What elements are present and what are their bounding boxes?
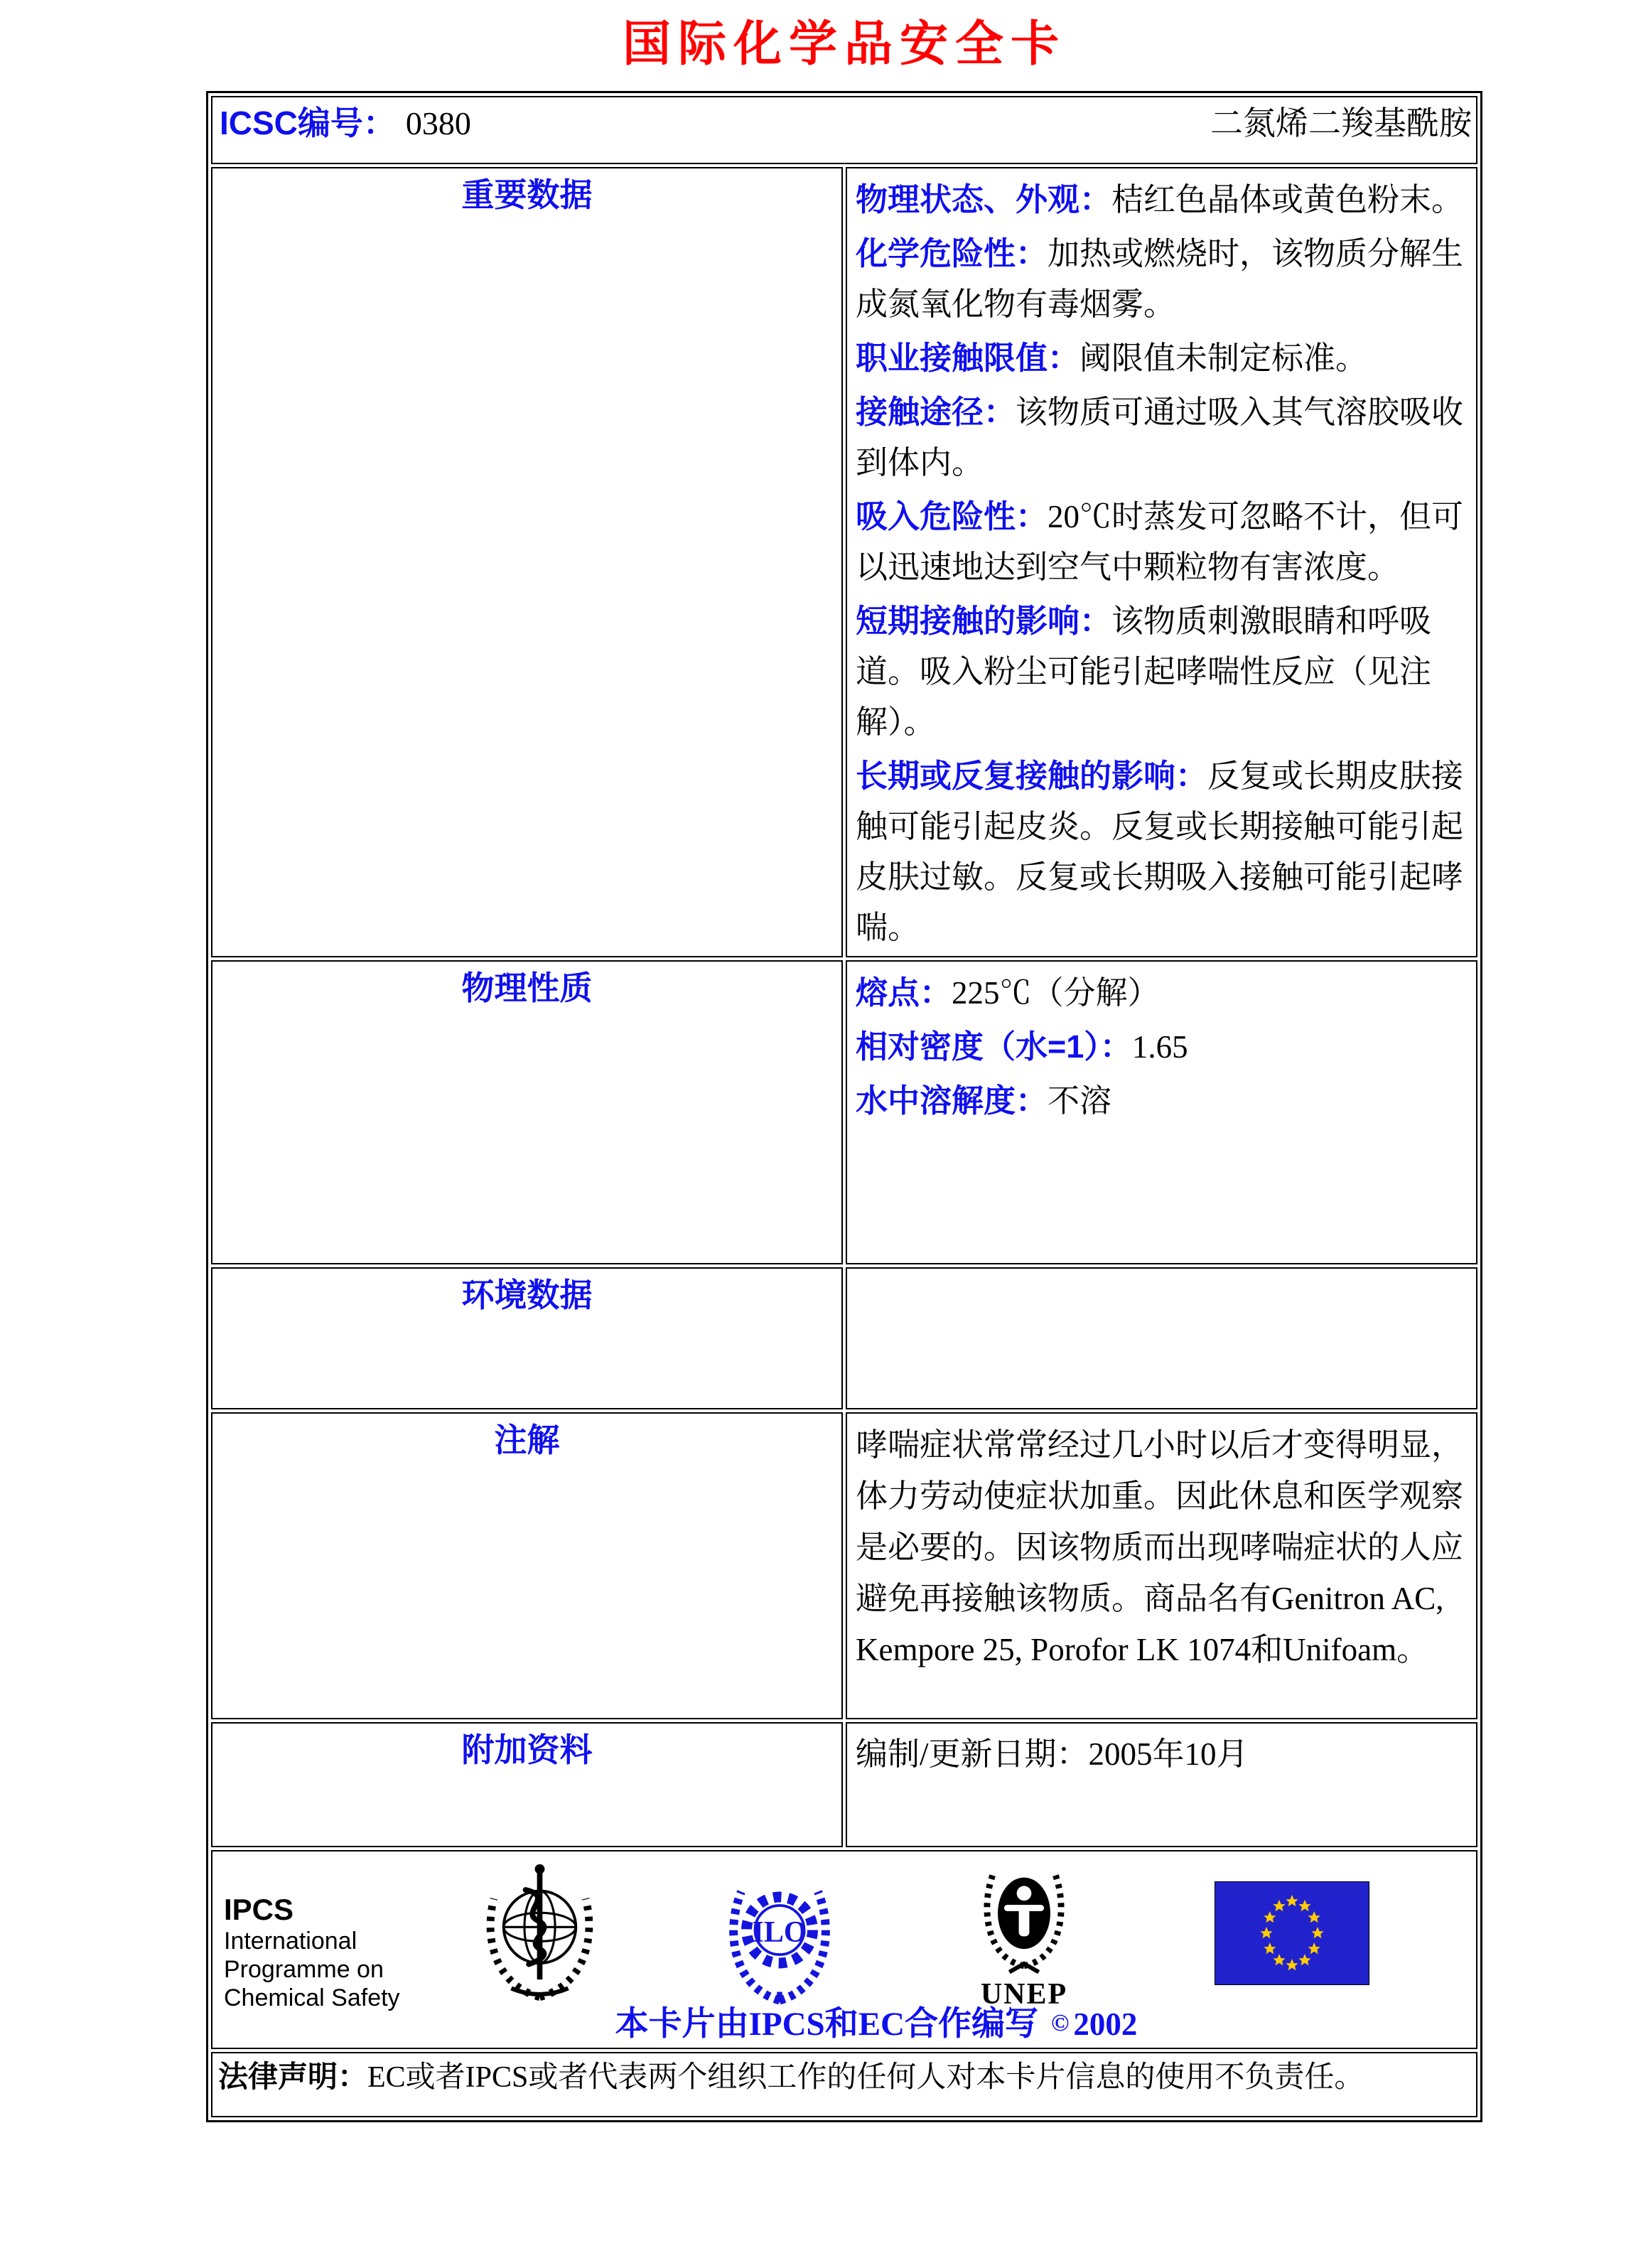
environmental-data-label-cell (211, 1267, 843, 1409)
field-relative-density: 相对密度（水=1）：1.65 (856, 1028, 1188, 1065)
field-short-term-effects: 短期接触的影响：该物质刺激眼睛和呼吸道。吸入粉尘可能引起哮喘性反应（见注解）。 (856, 603, 1432, 740)
legal-cell (211, 2052, 1477, 2117)
important-data-label-cell (211, 167, 843, 957)
field-occupational-limit: 职业接触限值：阈限值未制定标准。 (856, 340, 1368, 376)
physical-properties-content-cell (846, 960, 1477, 1264)
environmental-data-content-cell (846, 1267, 1477, 1409)
section-label-notes: 注解 (494, 1421, 560, 1458)
icsc-number-value: 0380 (405, 105, 471, 141)
icsc-number-group (220, 97, 471, 144)
header-cell (211, 96, 1477, 164)
credit-text: 本卡片由IPCS和EC合作编写 (615, 2006, 1038, 2043)
ipcs-line2: Programme on (224, 1956, 384, 1983)
header-row (211, 96, 1477, 164)
copyright-symbol: © (1050, 2010, 1070, 2036)
ipcs-line1: International (224, 1928, 357, 1955)
field-update-date: 编制/更新日期：2005年10月 (856, 1736, 1249, 1772)
section-label-physical-properties: 物理性质 (461, 969, 593, 1006)
icsc-card-table (206, 91, 1482, 2122)
who-logo-icon (474, 1861, 605, 2007)
section-label-important-data: 重要数据 (461, 176, 593, 213)
additional-info-label-cell (211, 1722, 843, 1847)
eu-flag-icon (1215, 1881, 1369, 1989)
important-data-row (211, 167, 1477, 957)
copyright-year: 2002 (1073, 2006, 1138, 2042)
field-exposure-routes: 接触途径：该物质可通过吸入其气溶胶吸收到体内。 (856, 394, 1464, 480)
notes-label-cell (211, 1412, 843, 1719)
icsc-number-label: ICSC编号： (220, 104, 396, 141)
section-label-additional-info: 附加资料 (461, 1731, 593, 1768)
credit-line (212, 1997, 1476, 2045)
additional-info-content-cell (846, 1722, 1477, 1847)
notes-row (211, 1412, 1477, 1719)
ipcs-acronym: IPCS (224, 1893, 294, 1926)
unep-logo-icon (961, 1859, 1087, 2010)
logos-row (211, 1850, 1477, 2049)
ipcs-text-block (224, 1893, 400, 2012)
notes-text: 哮喘症状常常经过几小时以后才变得明显，体力劳动使症状加重。因此休息和医学观察是必要的。因该物质而出现哮喘症状的人应避免再接触该物质。商品名有Genitron AC, Kempore 25, Porofor LK 1074和Unifoam。 (856, 1427, 1464, 1667)
legal-label: 法律声明： (218, 2060, 368, 2093)
additional-info-row (211, 1722, 1477, 1847)
field-chemical-danger: 化学危险性：加热或燃烧时，该物质分解生成氮氧化物有毒烟雾。 (856, 235, 1464, 322)
legal-row (211, 2052, 1477, 2117)
legal-text: EC或者IPCS或者代表两个组织工作的任何人对本卡片信息的使用不负责任。 (367, 2061, 1364, 2094)
field-physical-state: 物理状态、外观：桔红色晶体或黄色粉末。 (856, 181, 1464, 217)
important-data-content-cell (846, 167, 1477, 957)
physical-properties-row (211, 960, 1477, 1264)
ipcs-line3: Chemical Safety (224, 1984, 400, 2011)
notes-content-cell (846, 1412, 1477, 1719)
ilo-logo-icon (716, 1866, 844, 2009)
page-title: 国际化学品安全卡 (622, 16, 1066, 72)
logos-cell (211, 1850, 1477, 2049)
chemical-name: 二氮烯二羧基酰胺 (1210, 105, 1472, 141)
field-inhalation-risk: 吸入危险性：20℃时蒸发可忽略不计，但可以迅速地达到空气中颗粒物有害浓度。 (856, 498, 1464, 585)
physical-properties-label-cell (211, 960, 843, 1264)
field-long-term-effects: 长期或反复接触的影响：反复或长期皮肤接触可能引起皮炎。反复或长期接触可能引起皮肤过敏。反复或长期吸入接触可能引起哮喘。 (856, 758, 1464, 945)
field-melting-point: 熔点：225℃（分解） (856, 974, 1160, 1011)
ilo-letters: ILO (752, 1916, 807, 1949)
section-label-environmental-data: 环境数据 (461, 1277, 593, 1313)
unep-caption: UNEP (980, 1978, 1068, 2011)
field-water-solubility: 水中溶解度：不溶 (856, 1082, 1112, 1119)
environmental-data-row (211, 1267, 1477, 1409)
